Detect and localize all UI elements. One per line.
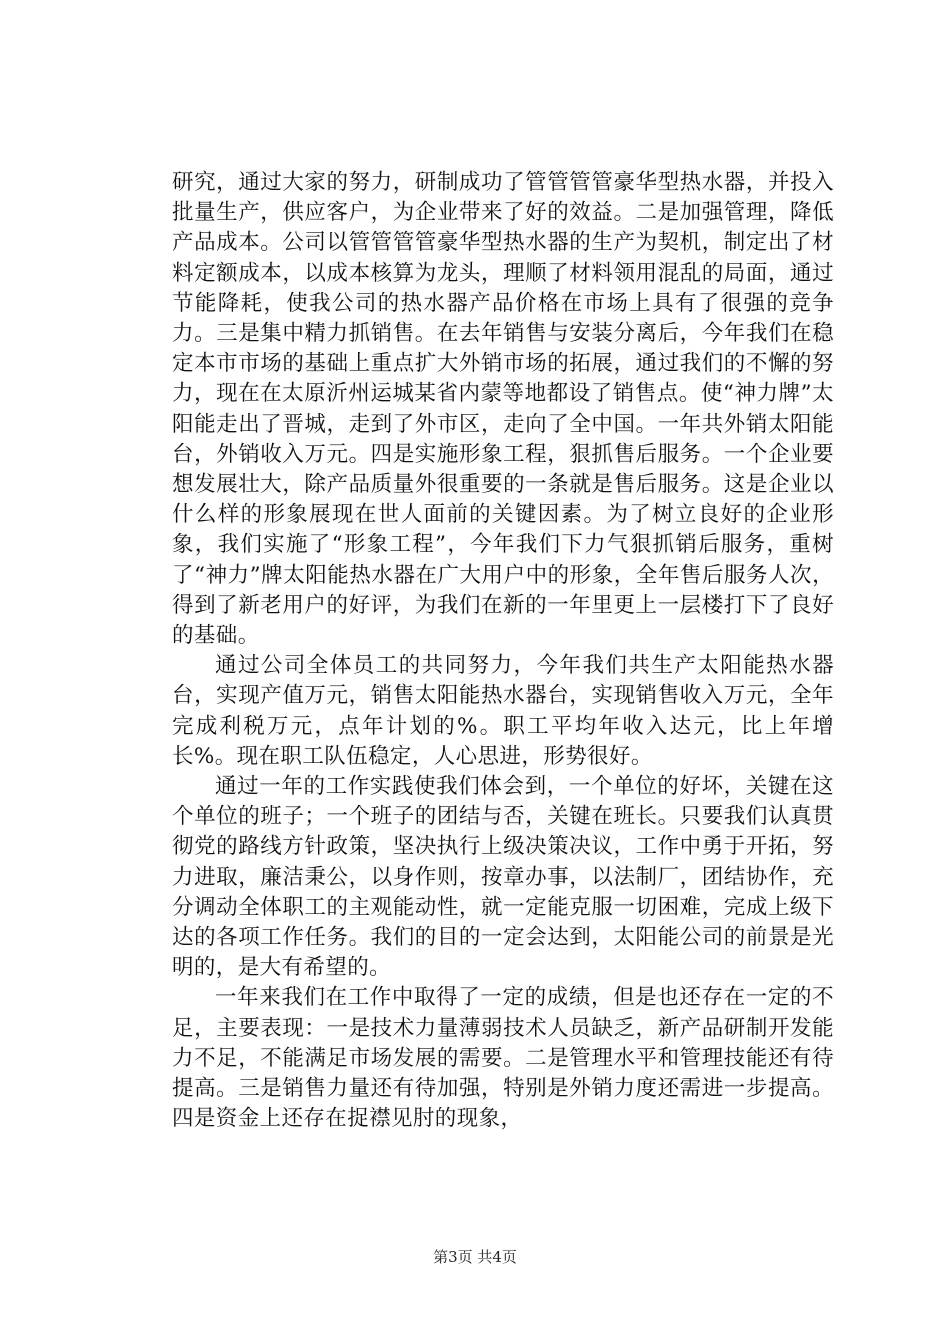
page-number-footer: 第3页 共4页 xyxy=(433,1248,517,1266)
paragraph-continuation: 研究，通过大家的努力，研制成功了管管管管豪华型热水器，并投入批量生产，供应客户，为企业带来了好的效益。二是加强管理，降低产品成本。公司以管管管管豪华型热水器的生产为契机，制定出了材料定额成本，以成本核算为龙头，理顺了材料领用混乱的局面，通过节能降耗，使我公司的热水器产品价格在市场上具有了很强的竞争力。三是集中精力抓销售。在去年销售与安装分离后，今年我们在稳定本市市场的基础上重点扩大外销市场的拓展，通过我们的不懈的努力，现在在太原沂州运城某省内蒙等地都设了销售点。使“神力牌”太阳能走出了晋城，走到了外市区，走向了全中国。一年共外销太阳能台，外销收入万元。四是实施形象工程，狠抓售后服务。一个企业要想发展壮大，除产品质量外很重要的一条就是售后服务。这是企业以什么样的形象展现在世人面前的关键因素。为了树立良好的企业形象，我们实施了“形象工程”，今年我们下力气狠抓销后服务，重树了“神力”牌太阳能热水器在广大用户中的形象，全年售后服务人次，得到了新老用户的好评，为我们在新的一年里更上一层楼打下了良好的基础。 xyxy=(172,170,834,649)
paragraph-results: 通过公司全体员工的共同努力，今年我们共生产太阳能热水器台，实现产值万元，销售太阳能热水器台，实现销售收入万元，全年完成利税万元，点年计划的%。职工平均年收入达元，比上年增长%。现在职工队伍稳定，人心思进，形势很好。 xyxy=(172,653,834,769)
paragraph-shortcomings: 一年来我们在工作中取得了一定的成绩，但是也还存在一定的不足，主要表现：一是技术力量薄弱技术人员缺乏，新产品研制开发能力不足，不能满足市场发展的需要。二是管理水平和管理技能还有待提高。三是销售力量还有待加强，特别是外销力度还需进一步提高。四是资金上还存在捉襟见肘的现象， xyxy=(172,985,834,1132)
document-body xyxy=(172,168,834,1135)
paragraph-experience: 通过一年的工作实践使我们体会到，一个单位的好坏，关键在这个单位的班子；一个班子的团结与否，关键在班长。只要我们认真贯彻党的路线方针政策，坚决执行上级决策决议，工作中勇于开拓，努力进取，廉洁秉公，以身作则，按章办事，以法制厂，团结协作，充分调动全体职工的主观能动性，就一定能克服一切困难，完成上级下达的各项工作任务。我们的目的一定会达到，太阳能公司的前景是光明的，是大有希望的。 xyxy=(172,774,834,981)
